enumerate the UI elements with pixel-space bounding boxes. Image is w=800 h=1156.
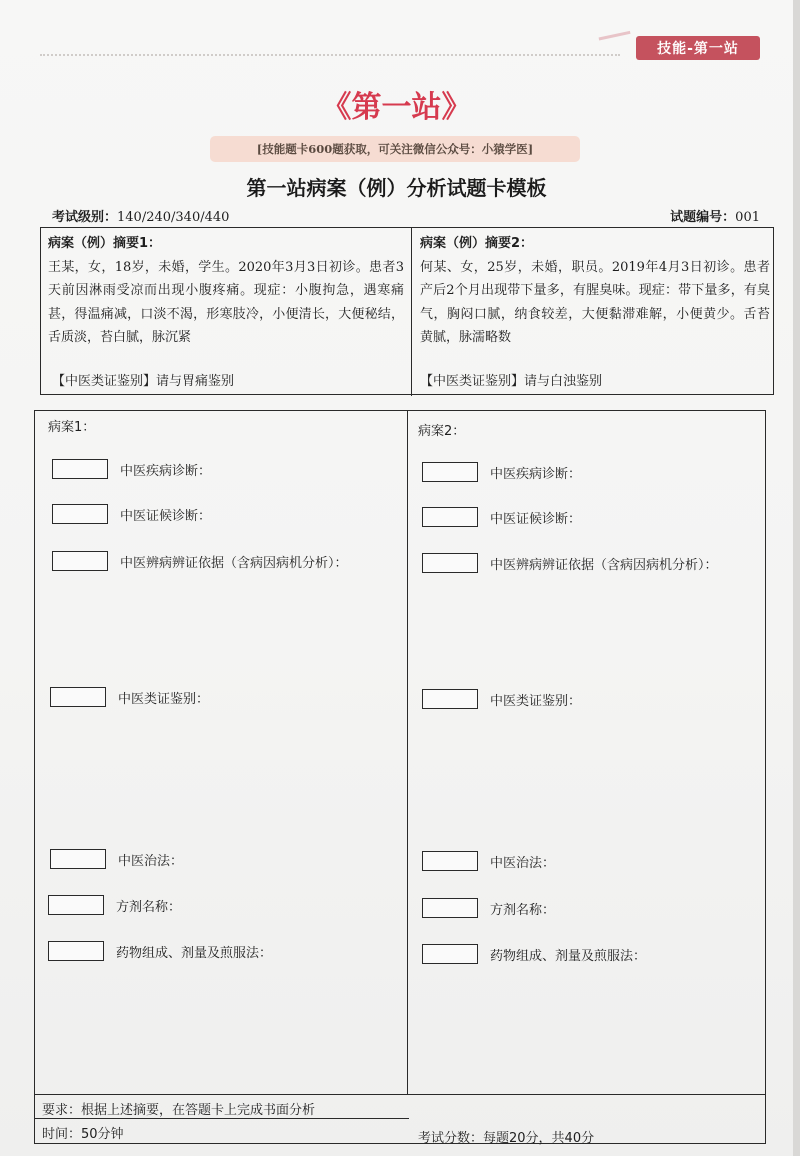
answer-box[interactable] (422, 462, 478, 482)
case-2-formula-name (422, 898, 555, 918)
answer-box[interactable] (422, 898, 478, 918)
item-label: 药物组成、剂量及煎服法： (116, 945, 273, 961)
answer-box[interactable] (422, 851, 478, 871)
answer-box[interactable] (48, 941, 104, 961)
item-label: 中医治法： (490, 855, 556, 871)
page-edge (793, 0, 800, 1156)
summary-divider (411, 227, 412, 396)
item-label: 中医证候诊断： (120, 508, 212, 524)
answer-divider (407, 410, 408, 1094)
item-label: 中医疾病诊断： (490, 466, 582, 482)
case-1-syndrome-diagnosis (52, 504, 211, 524)
item-label: 中医证候诊断： (490, 511, 582, 527)
question-number-label: 试题编号： (670, 210, 736, 225)
case-summary-1 (48, 232, 404, 350)
answer-box[interactable] (422, 689, 478, 709)
answer-box[interactable] (48, 895, 104, 915)
case-summary-1-differential: 【中医类证鉴别】请与胃痛鉴别 (52, 374, 235, 389)
case-1-label: 病案1： (48, 420, 96, 435)
case-1-formula-name (48, 895, 181, 915)
answer-box[interactable] (422, 553, 478, 573)
section-tab-badge: 技能-第一站 (636, 36, 760, 60)
footer-rule-middle (34, 1118, 409, 1119)
notice-banner: [技能题卡600题获取，可关注微信公众号：小猿学医] (210, 136, 580, 162)
answer-box[interactable] (422, 944, 478, 964)
exam-level (52, 206, 229, 225)
exam-level-value: 140/240/340/440 (117, 210, 230, 225)
case-summary-2-differential: 【中医类证鉴别】请与白浊鉴别 (420, 374, 603, 389)
item-label: 中医辨病辨证依据（含病因病机分析）： (120, 555, 348, 571)
question-number (670, 206, 760, 225)
item-label: 中医辨病辨证依据（含病因病机分析）： (490, 557, 718, 573)
case-summary-2-text: 何某、女，25岁，未婚，职员。2019年4月3日初诊。患者产后2个月出现带下量多，有腥臭味。现症：带下量多，有臭气，胸闷口腻，纳食较差，大便黏滞难解，小便黄少。舌苔黄腻，脉濡略数 (420, 259, 770, 345)
answer-box[interactable] (52, 459, 108, 479)
item-label: 中医类证鉴别： (490, 693, 582, 709)
footer-rule-top (34, 1094, 766, 1095)
case-1-tcm-disease-diagnosis (52, 459, 211, 479)
answer-box[interactable] (50, 687, 106, 707)
case-summary-2-heading: 病案（例）摘要2： (420, 236, 534, 251)
case-summary-2 (420, 232, 770, 350)
item-label: 中医类证鉴别： (118, 691, 210, 707)
case-2-treatment (422, 851, 555, 871)
case-1-herbs-dosage (48, 941, 272, 961)
card-title: 第一站病案（例）分析试题卡模板 (246, 176, 547, 200)
answer-box[interactable] (422, 507, 478, 527)
case-2-diagnosis-basis (422, 553, 718, 573)
case-2-label: 病案2： (418, 424, 466, 439)
item-label: 中医疾病诊断： (120, 463, 212, 479)
requirement-text: 要求：根据上述摘要，在答题卡上完成书面分析 (42, 1103, 316, 1118)
question-number-value: 001 (735, 210, 760, 225)
case-summary-1-text: 王某，女，18岁，未婚，学生。2020年3月3日初诊。患者3天前因淋雨受凉而出现小腹疼痛。现症：小腹拘急，遇寒痛甚，得温痛减，口淡不渴，形寒肢冷，小便清长，大便秘结，舌质淡，苔白腻，脉沉紧 (48, 259, 404, 345)
dotted-rule (40, 54, 620, 56)
answer-box[interactable] (52, 504, 108, 524)
case-2-tcm-disease-diagnosis (422, 462, 581, 482)
station-title: 《第一站》 (321, 90, 472, 125)
answer-box[interactable] (52, 551, 108, 571)
score-info: 考试分数：每题20分，共40分 (418, 1131, 595, 1146)
item-label: 中医治法： (118, 853, 184, 869)
case-2-syndrome-diagnosis (422, 507, 581, 527)
case-1-differential (50, 687, 209, 707)
item-label: 方剂名称： (116, 899, 182, 915)
case-summary-1-heading: 病案（例）摘要1： (48, 236, 162, 251)
case-2-differential (422, 689, 581, 709)
case-2-herbs-dosage (422, 944, 646, 964)
answer-box[interactable] (50, 849, 106, 869)
item-label: 方剂名称： (490, 902, 556, 918)
exam-level-label: 考试级别： (52, 210, 118, 225)
case-1-treatment (50, 849, 183, 869)
time-limit: 时间：50分钟 (42, 1127, 124, 1142)
item-label: 药物组成、剂量及煎服法： (490, 948, 647, 964)
case-1-diagnosis-basis (52, 551, 348, 571)
